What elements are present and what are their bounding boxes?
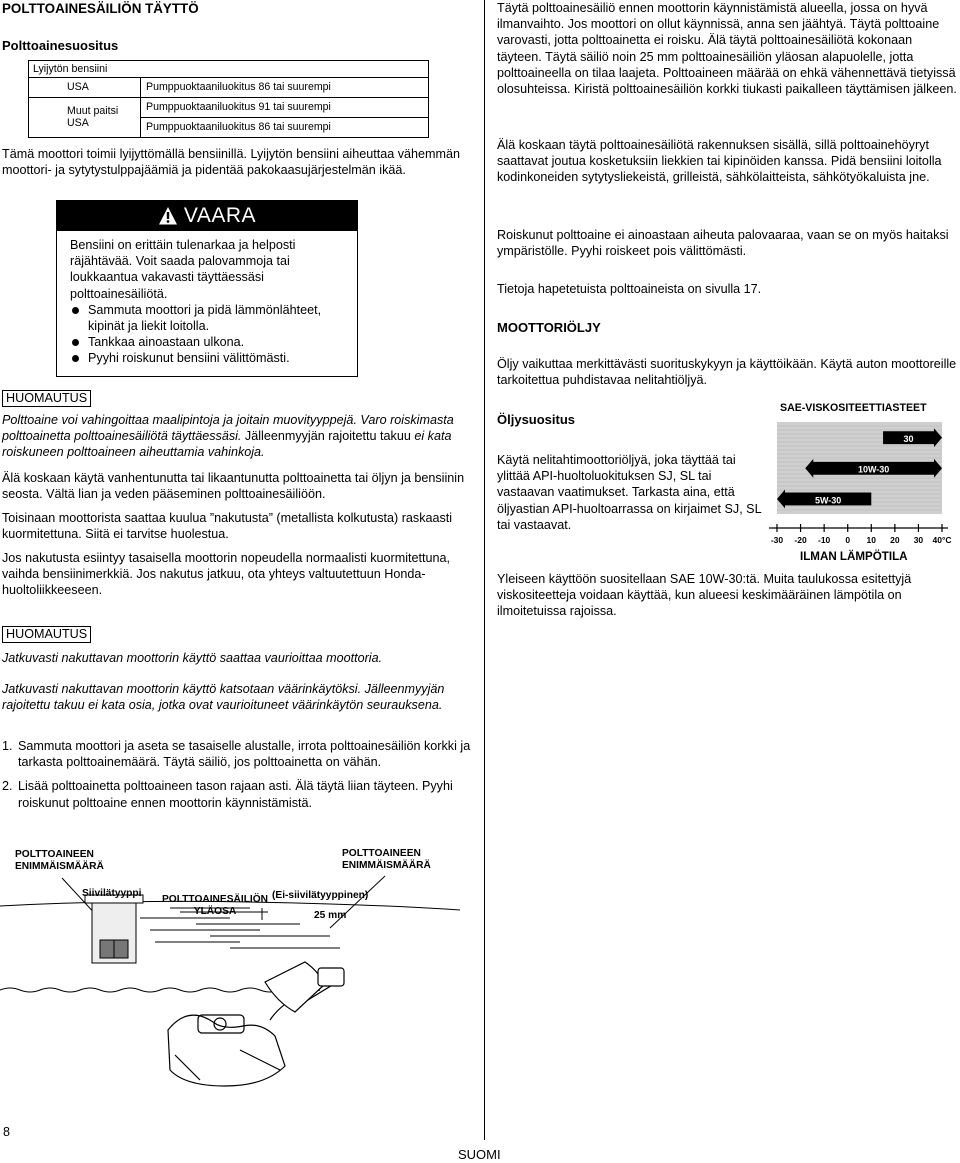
fuel-tank-figure xyxy=(0,840,478,1100)
chart-title: SAE-VISKOSITEETTIASTEET xyxy=(780,402,927,414)
page-number: 8 xyxy=(3,1125,11,1139)
list-item: Pyyhi roiskunut bensiini välittömästi. xyxy=(70,350,352,366)
danger-bullets xyxy=(70,302,352,367)
step-text: Sammuta moottori ja aseta se tasaiselle alustalle, irrota polttoainesäiliön korkki ja tarkasta polttoainemäärä. Täytä säiliö, jos polttoainetta on vähän. xyxy=(18,739,471,770)
misuse-text-a: Jatkuvasti nakuttavan moottorin käyttö katsotaan väärinkäytöksi. Jälleenmyyjän rajoitettu takuu xyxy=(2,682,445,713)
danger-text: Bensiini on erittäin tulenarkaa ja helposti räjähtävää. Voit saada palovammoja tai loukkaantua vakavasti täyttäessäsi polttoainesäiliötä. xyxy=(70,238,296,301)
fuel-rating xyxy=(141,98,429,138)
list-item xyxy=(2,778,474,810)
fuel-rating-line: Pumppuoktaaniluokitus 86 tai suurempi xyxy=(146,81,331,93)
engine-oil-title: MOOTTORIÖLJY xyxy=(497,320,601,335)
fuel-table xyxy=(28,60,429,138)
notice-text-c: ei kata roiskuneen polttoaineen aiheuttamia vahinkoja. xyxy=(2,429,452,460)
oil-recommendation-title: Öljysuositus xyxy=(497,412,576,427)
notice-paragraph-2: Jatkuvasti nakuttavan moottorin käyttö saattaa vaurioittaa moottoria. xyxy=(2,651,383,665)
notice-text-b: Jälleenmyyjän rajoitettu takuu xyxy=(241,429,415,444)
fuel-rating xyxy=(141,78,429,98)
chart-tick-label: 20 xyxy=(890,535,900,545)
step-text: Lisää polttoainetta polttoaineen tason rajaan asti. Älä täytä liian täyteen. Pyyhi roiskunut polttoaine ennen moottorin käynnistämistä. xyxy=(18,779,453,810)
fuel-region: Muut paitsi USA xyxy=(29,98,141,138)
list-item xyxy=(2,738,474,770)
table-row xyxy=(29,98,429,138)
chart-xlabel: ILMAN LÄMPÖTILA xyxy=(800,550,908,563)
indoor-warning-paragraph: Älä koskaan täytä polttoainesäiliötä rakennuksen sisällä, sillä polttoainehöyryt saattavat joutua kosketuksiin liekkien tai kipinöiden kanssa. Pidä bensiini loitolla kodinkoneiden sytytysliekeistä, grilleistä, sähkölaitteista, sähkötyökaluista jne. xyxy=(497,138,942,185)
step-number: 2. xyxy=(2,779,13,794)
viscosity-chart xyxy=(757,414,957,549)
old-fuel-paragraph: Älä koskaan käytä vanhentunutta tai likaantunutta polttoainetta tai öljyn ja bensiinin seosta. Vältä lian ja veden pääseminen polttoainesäiliöön. xyxy=(2,471,465,502)
section-title: POLTTOAINESÄILIÖN TÄYTTÖ xyxy=(2,1,199,16)
fuel-rating-line: Pumppuoktaaniluokitus 91 tai suurempi xyxy=(146,101,331,113)
fuel-tank-illustration xyxy=(0,840,478,1100)
fuel-max-label-right: POLTTOAINEEN ENIMMÄISMÄÄRÄ xyxy=(342,848,431,871)
intro-paragraph: Tämä moottori toimii lyijyttömällä bensiinillä. Lyijytön bensiini aiheuttaa vähemmän moottori- ja sytytystulppajäämiä ja pidentää pakokaasujärjestelmän ikää. xyxy=(2,147,461,178)
viscosity-bar-label: 30 xyxy=(903,434,914,445)
danger-body xyxy=(70,237,352,367)
step-number: 1. xyxy=(2,739,13,753)
fuel-region: USA xyxy=(29,78,141,98)
notice-label: HUOMAUTUS xyxy=(2,390,91,407)
25mm-label: 25 mm xyxy=(314,910,347,921)
chart-tick-label: -30 xyxy=(770,535,784,545)
misuse-paragraph xyxy=(2,681,472,713)
chart-tick-label: -10 xyxy=(817,535,831,545)
column-divider xyxy=(484,0,485,1140)
list-item: Sammuta moottori ja pidä lämmönlähteet, kipinät ja liekit loitolla. xyxy=(70,302,352,334)
viscosity-bar-label: 5W-30 xyxy=(814,495,842,506)
fuel-rating-line: Pumppuoktaaniluokitus 86 tai suurempi xyxy=(146,121,331,133)
chart-tick-label: 0 xyxy=(845,535,851,545)
oil-recommendation-paragraph: Käytä nelitahtimoottoriöljyä, joka täyttää tai ylittää API-huoltoluokituksen SJ, SL tai vastaavan vaatimukset. Tarkasta aina, että öljyastian API-huoltoarrassa on kirjaimet SJ, SL tai vastaavat. xyxy=(497,453,762,532)
knock-paragraph-2: Jos nakutusta esiintyy tasaisella moottorin nopeudella normaalisti kuormitettuna, vaihda bensiinimerkkiä. Jos nakutus jatkuu, ota yhteys valtuutettuun Honda-huoltoliikkeeseen. xyxy=(2,551,451,598)
fuel-max-label-left: POLTTOAINEEN ENIMMÄISMÄÄRÄ xyxy=(15,849,104,872)
fuel-recommendation-title: Polttoainesuositus xyxy=(2,38,119,53)
notice-paragraph xyxy=(2,412,472,461)
engine-oil-paragraph: Öljy vaikuttaa merkittävästi suorituskykyyn ja käyttöikään. Käytä auton moottoreille tarkoitettua puhdistavaa nelitahtiöljyä. xyxy=(497,357,957,388)
danger-box xyxy=(56,200,358,377)
oxygenated-fuel-paragraph: Tietoja hapetetuista polttoaineista on sivulla 17. xyxy=(497,282,762,296)
notice-text-a: Polttoaine voi vahingoittaa maalipintoja ja joitain muovityyppejä. Varo roiskimasta polttoainetta polttoainesäiliötä täyttäessäsi. xyxy=(2,413,454,444)
table-row xyxy=(29,78,429,98)
strainer-type-label: Siivilätyyppi xyxy=(82,888,142,899)
no-strainer-label: (Ei-siivilätyyppinen) xyxy=(272,890,369,901)
knock-paragraph: Toisinaan moottorista saattaa kuulua ”nakutusta” (metallista kolkutusta) raskaasti kuormitettuna. Siitä ei tarvitse huolestua. xyxy=(2,511,453,542)
chart-tick-label: 30 xyxy=(913,535,924,545)
chart-tick-label: 40°C xyxy=(932,535,952,545)
chart-tick-label: -20 xyxy=(794,535,807,545)
spill-paragraph: Roiskunut polttoaine ei ainoastaan aiheuta palovaaraa, vaan se on myös haitaksi ympäristölle. Pyyhi roiskeet pois välittömästi. xyxy=(497,228,949,259)
fuel-table-caption xyxy=(29,61,429,78)
chart-tick-label: 10 xyxy=(866,535,877,545)
fill-paragraph: Täytä polttoainesäiliö ennen moottorin käynnistämistä alueella, jossa on hyvä ilmanvaihto. Jos moottori on ollut käynnissä, anna sen jäähtyä. Täytä polttoaine varovasti, jotta polttoainetta ei roisku. Älä täytä polttoainesäiliötä kokonaan täyteen. Täytä säiliö noin 25 mm polttoainesäiliön yläosan alapuolelle, jotta polttoaineella on tilaa laajeta. Polttoaineen määrää on ehkä vähennettävä tietyissä olosuhteissa. Kiristä polttoainesäiliön korkki tiukasti paikalleen täyttämisen jälkeen. xyxy=(497,1,957,97)
steps-list xyxy=(2,738,474,811)
danger-header-text: VAARA xyxy=(183,203,257,227)
viscosity-bar-label: 10W-30 xyxy=(857,464,890,475)
notice-label: HUOMAUTUS xyxy=(2,626,91,643)
misuse-text-b: ei kata osia, jotka ovat vaurioituneet väärinkäytön seurauksena. xyxy=(88,698,443,713)
danger-header xyxy=(57,201,357,231)
list-item: Tankkaa ainoastaan ulkona. xyxy=(70,334,352,350)
footer-language: SUOMI xyxy=(458,1147,501,1162)
warning-triangle-icon xyxy=(158,206,178,226)
viscosity-paragraph: Yleiseen käyttöön suositellaan SAE 10W-30:tä. Muita taulukossa esitettyjä viskositeetteja voidaan käyttää, kun alueesi keskimääräinen lämpötila on ilmoitetuissa rajoissa. xyxy=(497,572,912,619)
tank-top-label: POLTTOAINESÄILIÖN YLÄOSA xyxy=(162,894,269,917)
fuel-table-caption-text: Lyijytön bensiini xyxy=(33,63,108,75)
